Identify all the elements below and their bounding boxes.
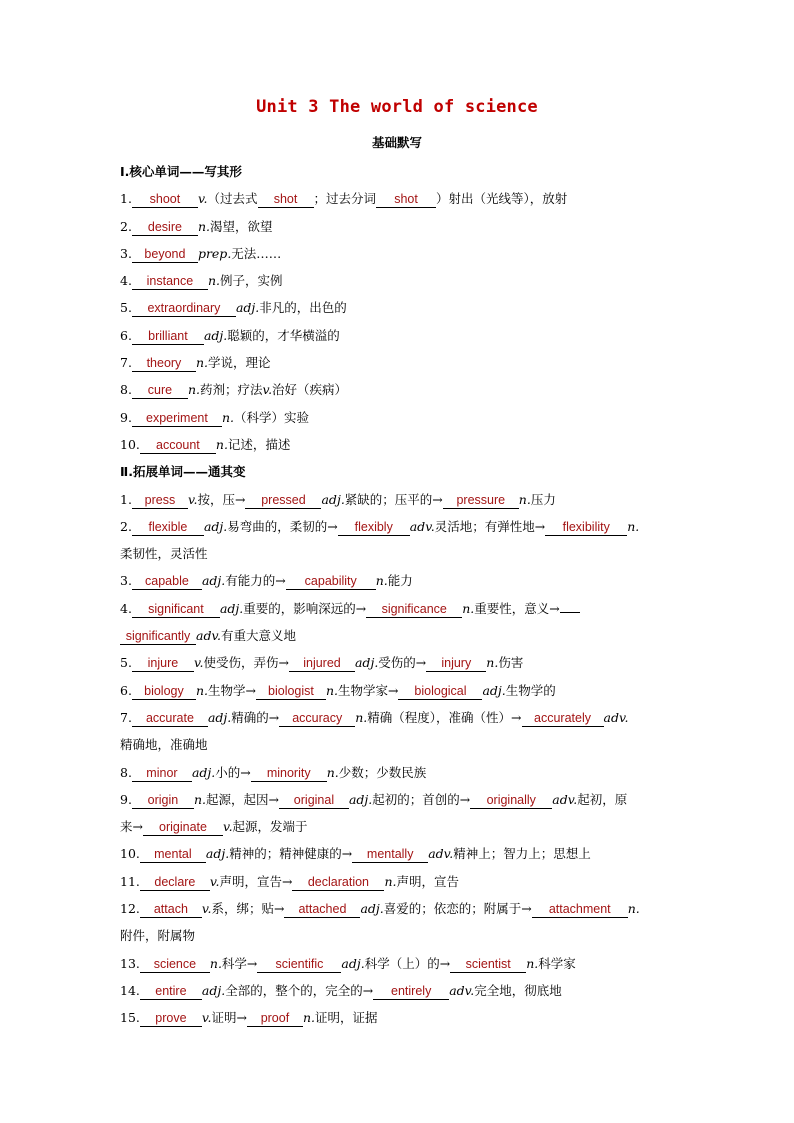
- answer-blank: minority: [251, 765, 327, 782]
- part-of-speech: adv.: [196, 628, 222, 644]
- part-of-speech: v.: [201, 1010, 212, 1026]
- line-text: 起源，发端于: [232, 819, 308, 835]
- line-text: 能力: [387, 573, 413, 589]
- answer-blank: beyond: [132, 246, 198, 263]
- part-of-speech: adv.: [428, 846, 454, 862]
- answer-blank: shoot: [132, 191, 198, 208]
- line-text: 聪颖的，才华横溢的: [227, 327, 340, 343]
- part-of-speech: v.: [193, 655, 204, 671]
- line-text: 生物学家→: [337, 682, 399, 698]
- part-of-speech: v.: [201, 901, 212, 917]
- part-of-speech: n.: [193, 791, 206, 807]
- part-of-speech: n.: [526, 955, 539, 971]
- line-text: 有重大意义地: [221, 628, 297, 644]
- part-of-speech: n.: [209, 955, 222, 971]
- exercise-line: [120, 213, 680, 240]
- part-of-speech: adj.: [219, 600, 244, 616]
- line-text: 精确的→: [231, 709, 280, 725]
- answer-blank: theory: [132, 355, 196, 372]
- line-text: 使受伤，弄伤→: [203, 655, 289, 671]
- line-text: 7.: [120, 355, 132, 371]
- line-text: 压力: [530, 491, 556, 507]
- part-of-speech: n.: [325, 682, 338, 698]
- section-heading: Ⅰ.核心单词——写其形: [120, 164, 242, 179]
- line-text: 重要的，影响深远的→: [243, 600, 367, 616]
- part-of-speech: prep.: [197, 245, 232, 261]
- answer-blank: accurate: [132, 710, 208, 727]
- part-of-speech: adv.: [552, 791, 578, 807]
- exercise-line: [120, 677, 680, 704]
- line-text: 生物学的: [505, 682, 556, 698]
- part-of-speech: adj.: [354, 655, 379, 671]
- line-text: 3.: [120, 245, 132, 261]
- answer-blank: desire: [132, 219, 198, 236]
- line-text: 柔韧性，灵活性: [120, 546, 208, 562]
- answer-blank: mental: [140, 846, 206, 863]
- line-text: 喜爱的；依恋的；附属于→: [383, 901, 532, 917]
- exercise-line: [120, 240, 680, 267]
- answer-blank: flexibly: [338, 519, 410, 536]
- part-of-speech: n.: [627, 518, 640, 534]
- part-of-speech: v.: [222, 819, 233, 835]
- line-text: 紧缺的；压平的→: [344, 491, 443, 507]
- answer-blank: injured: [289, 655, 355, 672]
- line-text: 精神的；精神健康的→: [229, 846, 353, 862]
- line-text: 14.: [120, 982, 140, 998]
- exercise-line: [120, 513, 680, 540]
- part-of-speech: n.: [486, 655, 499, 671]
- exercise-line: [120, 185, 680, 212]
- answer-blank: cure: [132, 382, 188, 399]
- line-text: 治好（疾病）: [272, 382, 348, 398]
- part-of-speech: adj.: [201, 982, 226, 998]
- line-text: 10.: [120, 436, 140, 452]
- line-text: 15.: [120, 1010, 140, 1026]
- answer-blank: pressure: [443, 492, 519, 509]
- answer-blank: shot: [376, 191, 436, 208]
- line-text: 9.: [120, 791, 132, 807]
- exercise-line: [120, 1004, 680, 1031]
- exercise-line: [120, 950, 680, 977]
- answer-blank: science: [140, 956, 210, 973]
- line-text: 2.: [120, 518, 132, 534]
- line-text: （科学）实验: [233, 409, 309, 425]
- line-text: 8.: [120, 764, 132, 780]
- exercise-line: [120, 895, 680, 922]
- line-text: 伤害: [498, 655, 524, 671]
- answer-blank: originally: [470, 792, 552, 809]
- line-text: 记述，描述: [227, 436, 291, 452]
- line-text: 药剂；疗法: [199, 382, 263, 398]
- line-text: 12.: [120, 901, 140, 917]
- answer-blank: entire: [140, 983, 202, 1000]
- part-of-speech: adj.: [341, 955, 365, 971]
- part-of-speech: n.: [195, 355, 208, 371]
- part-of-speech: n.: [627, 901, 640, 917]
- answer-blank: original: [279, 792, 349, 809]
- exercise-line: [120, 595, 680, 622]
- page-title: Unit 3 The world of science: [256, 97, 538, 117]
- answer-blank: instance: [132, 273, 208, 290]
- part-of-speech: v.: [209, 873, 220, 889]
- exercise-line: [120, 704, 680, 731]
- line-text: （过去式: [207, 191, 258, 207]
- part-of-speech: adj.: [321, 491, 345, 507]
- line-text: 无法……: [231, 245, 282, 261]
- answer-blank: capable: [132, 573, 202, 590]
- line-text: 有能力的→: [225, 573, 286, 589]
- exercise-line: [120, 840, 680, 867]
- answer-blank: declare: [140, 874, 210, 891]
- answer-blank: entirely: [373, 983, 449, 1000]
- part-of-speech: adj.: [482, 682, 506, 698]
- exercise-line: [120, 622, 680, 649]
- answer-blank: significance: [366, 601, 462, 618]
- answer-blank: account: [140, 437, 216, 454]
- answer-blank: declaration: [292, 874, 384, 891]
- answer-blank: accuracy: [279, 710, 355, 727]
- exercise-line: [120, 404, 680, 431]
- answer-blank: biologist: [256, 683, 326, 700]
- answer-blank: attach: [140, 901, 202, 918]
- answer-blank: injure: [132, 655, 194, 672]
- part-of-speech: v.: [262, 382, 273, 398]
- exercise-line: [120, 540, 680, 567]
- exercise-line: [120, 376, 680, 403]
- part-of-speech: adv.: [409, 518, 435, 534]
- answer-blank: scientist: [450, 956, 526, 973]
- line-text: 学说，理论: [207, 355, 271, 371]
- part-of-speech: n.: [326, 764, 339, 780]
- line-text: 5.: [120, 300, 132, 316]
- line-text: 来→: [120, 819, 143, 835]
- answer-blank: significantly: [120, 628, 196, 645]
- part-of-speech: adj.: [201, 573, 226, 589]
- answer-blank: brilliant: [132, 328, 204, 345]
- answer-blank: prove: [140, 1010, 202, 1027]
- line-text: 13.: [120, 955, 140, 971]
- part-of-speech: adj.: [360, 901, 384, 917]
- line-text: 易弯曲的，柔韧的→: [227, 518, 338, 534]
- part-of-speech: v.: [187, 491, 198, 507]
- line-text: 1.: [120, 191, 132, 207]
- part-of-speech: n.: [207, 273, 220, 289]
- exercise-line: [120, 322, 680, 349]
- exercise-line: [120, 813, 680, 840]
- part-of-speech: adj.: [348, 791, 373, 807]
- line-text: 6.: [120, 682, 132, 698]
- answer-blank: origin: [132, 792, 194, 809]
- line-text: 4.: [120, 273, 132, 289]
- line-text: 例子，实例: [219, 273, 283, 289]
- exercise-line: [120, 977, 680, 1004]
- line-text: 完全地，彻底地: [474, 982, 562, 998]
- part-of-speech: adj.: [203, 327, 228, 343]
- exercise-line: [120, 922, 680, 949]
- part-of-speech: adj.: [203, 518, 228, 534]
- line-text: ；过去分词: [313, 191, 377, 207]
- line-text: 起源，起因→: [205, 791, 279, 807]
- answer-blank: extraordinary: [132, 300, 236, 317]
- section-heading: Ⅱ.拓展单词——通其变: [120, 464, 246, 480]
- part-of-speech: n.: [302, 1010, 315, 1026]
- answer-blank: injury: [426, 655, 486, 672]
- exercise-line: [120, 868, 680, 895]
- exercise-line: [120, 731, 680, 758]
- part-of-speech: n.: [187, 382, 200, 398]
- exercise-line: [120, 431, 680, 458]
- line-text: 少数；少数民族: [338, 764, 427, 780]
- answer-blank: minor: [132, 765, 192, 782]
- part-of-speech: v.: [197, 191, 208, 207]
- answer-blank: flexible: [132, 519, 204, 536]
- line-text: 小的→: [215, 764, 251, 780]
- exercise-line: [120, 759, 680, 786]
- answer-blank: capability: [286, 573, 376, 590]
- exercise-line: [120, 567, 680, 594]
- answer-blank: biological: [398, 683, 482, 700]
- line-text: 证明→: [211, 1010, 247, 1026]
- line-text: 8.: [120, 382, 132, 398]
- line-text: 6.: [120, 327, 132, 343]
- line-text: 起初的；首创的→: [372, 791, 471, 807]
- answer-blank: press: [132, 492, 188, 509]
- answer-blank: [560, 612, 580, 613]
- part-of-speech: n.: [384, 873, 397, 889]
- answer-blank: significant: [132, 601, 220, 618]
- exercise-line: [120, 786, 680, 813]
- part-of-speech: n.: [195, 682, 208, 698]
- answer-blank: attached: [284, 901, 360, 918]
- answer-blank: experiment: [132, 410, 222, 427]
- line-text: 10.: [120, 846, 140, 862]
- answer-blank: mentally: [352, 846, 428, 863]
- line-text: 渴望，欲望: [209, 218, 273, 234]
- line-text: 5.: [120, 655, 132, 671]
- answer-blank: accurately: [522, 710, 604, 727]
- answer-blank: scientific: [257, 956, 341, 973]
- line-text: 科学→: [221, 955, 258, 971]
- line-text: 科学家: [538, 955, 576, 971]
- exercise-line: [120, 267, 680, 294]
- part-of-speech: n.: [355, 709, 368, 725]
- line-text: 受伤的→: [378, 655, 427, 671]
- part-of-speech: adj.: [205, 846, 230, 862]
- part-of-speech: n.: [215, 436, 228, 452]
- answer-blank: originate: [143, 819, 223, 836]
- line-text: 证明，证据: [314, 1010, 378, 1026]
- answer-blank: flexibility: [545, 519, 627, 536]
- line-text: 科学（上）的→: [364, 955, 451, 971]
- part-of-speech: adj.: [235, 300, 260, 316]
- line-text: 非凡的，出色的: [259, 300, 347, 316]
- answer-blank: attachment: [532, 901, 628, 918]
- line-text: 全部的，整个的，完全的→: [225, 982, 374, 998]
- part-of-speech: adj.: [207, 709, 232, 725]
- line-text: 按，压→: [197, 491, 246, 507]
- exercise-list: [120, 158, 680, 1032]
- line-text: 精确地，准确地: [120, 737, 208, 753]
- part-of-speech: adj.: [191, 764, 216, 780]
- part-of-speech: n.: [197, 218, 210, 234]
- line-text: 声明，宣告: [396, 873, 459, 889]
- line-text: 重要性，意义→: [474, 600, 560, 616]
- exercise-line: [120, 486, 680, 513]
- line-text: 9.: [120, 409, 132, 425]
- line-text: 精确（程度），准确（性）→: [367, 709, 522, 725]
- page-subtitle: 基础默写: [371, 135, 422, 150]
- line-text: 精神上；智力上；思想上: [453, 846, 591, 862]
- line-text: 系，绑；贴→: [211, 901, 285, 917]
- line-text: 声明，宣告→: [219, 873, 293, 889]
- part-of-speech: adv.: [603, 709, 629, 725]
- line-text: 11.: [120, 873, 140, 889]
- line-text: 4.: [120, 600, 132, 616]
- line-text: 3.: [120, 573, 132, 589]
- part-of-speech: n.: [221, 409, 234, 425]
- answer-blank: proof: [247, 1010, 303, 1027]
- part-of-speech: n.: [518, 491, 531, 507]
- line-text: 起初，原: [577, 791, 628, 807]
- part-of-speech: n.: [462, 600, 475, 616]
- exercise-line: [120, 294, 680, 321]
- exercise-line: [120, 349, 680, 376]
- line-text: ）射出（光线等），放射: [436, 191, 568, 207]
- line-text: 灵活地；有弹性地→: [434, 518, 546, 534]
- part-of-speech: adv.: [449, 982, 475, 998]
- line-text: 7.: [120, 709, 132, 725]
- part-of-speech: n.: [375, 573, 388, 589]
- exercise-line: [120, 649, 680, 676]
- answer-blank: shot: [258, 191, 314, 208]
- answer-blank: biology: [132, 683, 196, 700]
- line-text: 生物学→: [207, 682, 256, 698]
- line-text: 1.: [120, 491, 132, 507]
- line-text: 2.: [120, 218, 132, 234]
- line-text: 附件，附属物: [120, 928, 196, 944]
- answer-blank: pressed: [245, 492, 321, 509]
